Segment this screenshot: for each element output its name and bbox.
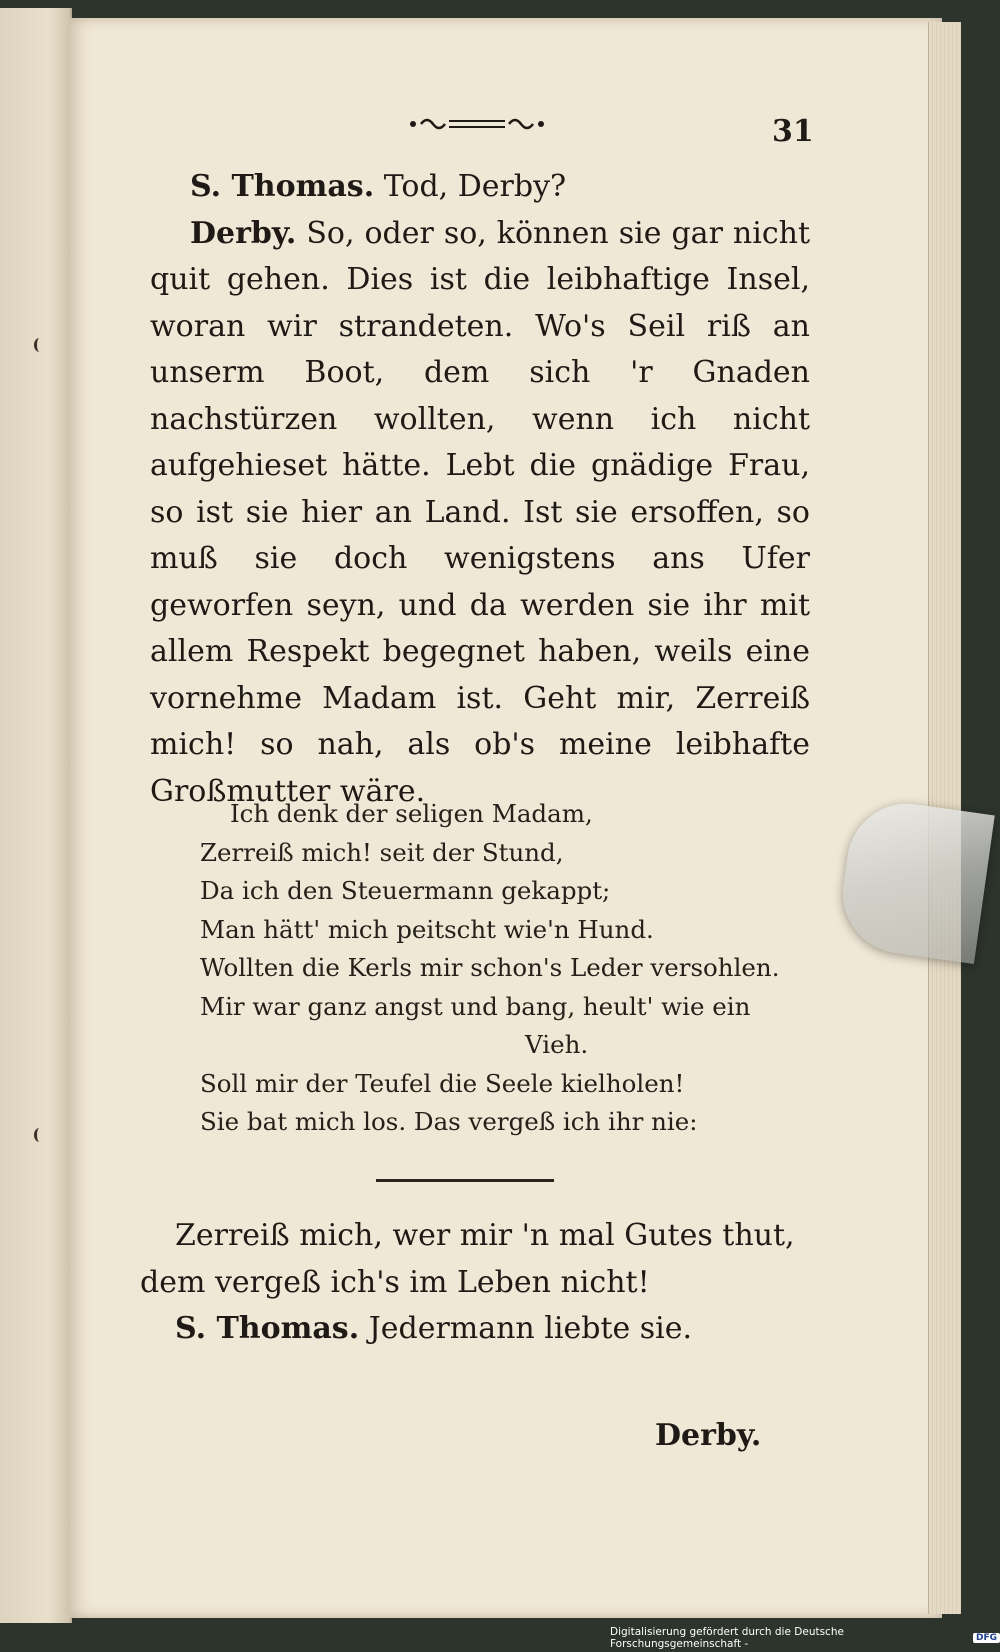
header-ornament bbox=[405, 112, 560, 136]
dfg-logo[interactable]: DFG bbox=[973, 1633, 1000, 1643]
footer-credit bbox=[610, 1626, 1000, 1650]
dialogue-line bbox=[150, 211, 810, 816]
verse-line: Soll mir der Teufel die Seele kielholen! bbox=[200, 1068, 685, 1098]
prose-text bbox=[150, 164, 810, 815]
closing-line: Zerreiß mich, wer mir 'n mal Gutes thut, bbox=[175, 1218, 795, 1253]
verse-line: Ich denk der seligen Madam, bbox=[230, 799, 593, 828]
dialogue-text: Tod, Derby? bbox=[383, 169, 567, 204]
page-mark bbox=[34, 338, 45, 352]
verse-line: Man hätt' mich peitscht wie'n Hund. bbox=[200, 914, 654, 944]
closing-line: dem vergeß ich's im Leben nicht! bbox=[140, 1264, 650, 1300]
left-page-edge bbox=[0, 8, 72, 1623]
verse-line: Da ich den Steuermann gekappt; bbox=[200, 876, 611, 905]
section-divider bbox=[376, 1179, 554, 1182]
verse-line: Sie bat mich los. Das vergeß ich ihr nie: bbox=[200, 1107, 698, 1136]
verse-line: Mir war ganz angst und bang, heult' wie ein bbox=[200, 991, 751, 1021]
speaker-name: Derby. bbox=[190, 215, 297, 251]
speaker-name: S. Thomas. bbox=[190, 169, 375, 204]
closing-text bbox=[140, 1213, 820, 1353]
verse-line: Wollten die Kerls mir schon's Leder versohlen. bbox=[200, 953, 780, 982]
dialogue-line bbox=[150, 164, 810, 211]
verse-line: Vieh. bbox=[525, 1030, 589, 1059]
page-mark bbox=[34, 1128, 45, 1142]
page-number: 31 bbox=[772, 114, 814, 149]
dialogue-text: So, oder so, können sie gar nicht quit gehen. Dies ist die leibhaftige Insel, woran wir strandeten. Wo's Seil riß an unserm Boot, dem sich 'r Gnaden nachstürzen wollten, wenn ich nicht aufgehieset hätte. Lebt die gnädige Frau, so ist sie hier an Land. Ist sie ersoffen, so muß sie doch wenigstens ans Ufer geworfen seyn, und da werden sie ihr mit allem Respekt begegnet haben, weils eine vornehme Madam ist. Geht mir, Zerreiß mich! so nah, als ob's meine leibhafte Großmutter wäre. bbox=[150, 215, 810, 809]
verse-line: Zerreiß mich! seit der Stund, bbox=[200, 837, 564, 867]
catchword: Derby. bbox=[655, 1418, 762, 1453]
dialogue-text: Jedermann liebte sie. bbox=[368, 1311, 693, 1346]
dialogue-line bbox=[140, 1306, 820, 1353]
footer-text: Digitalisierung gefördert durch die Deutsche Forschungsgemeinschaft - bbox=[610, 1626, 844, 1650]
speaker-name: S. Thomas. bbox=[175, 1311, 360, 1346]
song-verse bbox=[200, 795, 810, 1142]
